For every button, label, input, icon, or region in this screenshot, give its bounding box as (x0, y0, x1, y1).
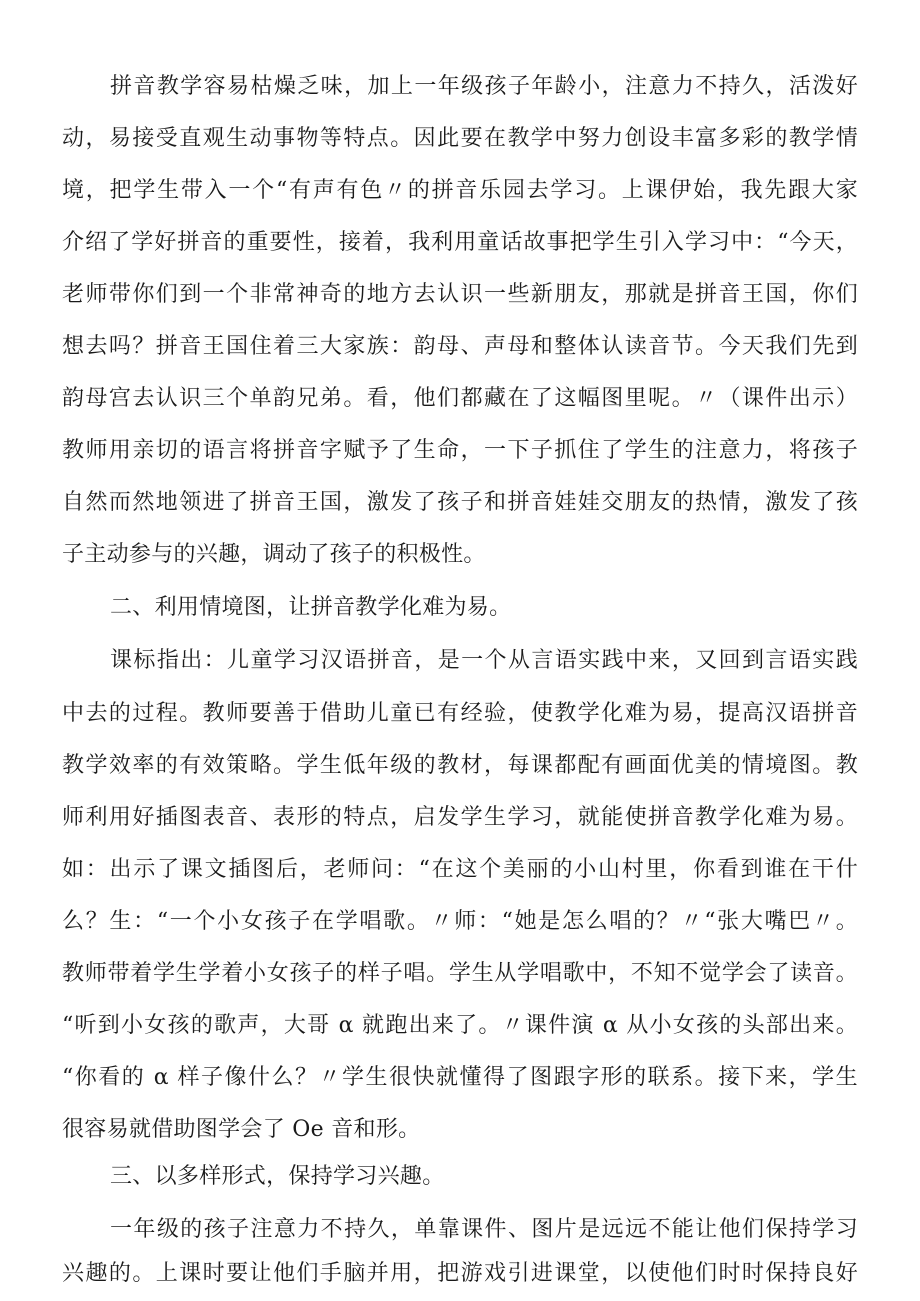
p2-line-8: “听到小女孩的歌声，大哥 α 就跑出来了。〃课件演 α 从小女孩的头部出来。 (62, 1013, 858, 1038)
p2-line-3: 教学效率的有效策略。学生低年级的教材，每课都配有画面优美的情境图。教 (62, 753, 858, 778)
p2-line-5: 如：出示了课文插图后，老师问：“在这个美丽的小山村里，你看到谁在干什 (62, 857, 858, 882)
p3-line-2: 兴趣的。上课时要让他们手脑并用，把游戏引进课堂，以使他们时时保持良好 (62, 1261, 858, 1286)
p1-line-8: 教师用亲切的语言将拼音字赋予了生命，一下子抓住了学生的注意力，将孩子 (62, 438, 858, 463)
section-heading-2: 二、利用情境图，让拼音教学化难为易。 (110, 595, 512, 620)
p2-line-4: 师利用好插图表音、表形的特点，启发学生学习，就能使拼音教学化难为易。 (62, 805, 858, 830)
p1-line-2: 动，易接受直观生动事物等特点。因此要在教学中努力创设丰富多彩的教学情 (62, 126, 858, 151)
p2-line-9: “你看的 α 样子像什么？〃学生很快就懂得了图跟字形的联系。接下来，学生 (62, 1065, 858, 1090)
p1-line-9: 自然而然地领进了拼音王国，激发了孩子和拼音娃娃交朋友的热情，激发了孩 (62, 490, 858, 515)
p1-line-1: 拼音教学容易枯燥乏味，加上一年级孩子年龄小，注意力不持久，活泼好 (110, 74, 858, 99)
p1-line-4: 介绍了学好拼音的重要性，接着，我利用童话故事把学生引入学习中：“今天， (62, 230, 858, 255)
p1-line-10: 子主动参与的兴趣，调动了孩子的积极性。 (62, 542, 486, 567)
p2-line-7: 教师带着学生学着小女孩子的样子唱。学生从学唱歌中，不知不觉学会了读音。 (62, 961, 858, 986)
p3-line-1: 一年级的孩子注意力不持久，单靠课件、图片是远远不能让他们保持学习 (110, 1217, 858, 1242)
p2-line-6: 么？生：“一个小女孩子在学唱歌。〃师：“她是怎么唱的？〃“张大嘴巴〃。 (62, 909, 858, 934)
p2-line-1: 课标指出：儿童学习汉语拼音，是一个从言语实践中来，又回到言语实践 (110, 648, 858, 673)
p1-line-5: 老师带你们到一个非常神奇的地方去认识一些新朋友，那就是拼音王国，你们 (62, 282, 858, 307)
p1-line-3: 境，把学生带入一个“有声有色〃的拼音乐园去学习。上课伊始，我先跟大家 (62, 178, 858, 203)
p2-line-2: 中去的过程。教师要善于借助儿童已有经验，使教学化难为易，提高汉语拼音 (62, 701, 858, 726)
section-heading-3: 三、以多样形式，保持学习兴趣。 (110, 1164, 445, 1189)
p2-line-10: 很容易就借助图学会了 Oe 音和形。 (62, 1117, 421, 1142)
p1-line-6: 想去吗？拼音王国住着三大家族：韵母、声母和整体认读音节。今天我们先到 (62, 334, 858, 359)
p1-line-7: 韵母宫去认识三个单韵兄弟。看，他们都藏在了这幅图里呢。〃（课件出示） (62, 386, 858, 411)
